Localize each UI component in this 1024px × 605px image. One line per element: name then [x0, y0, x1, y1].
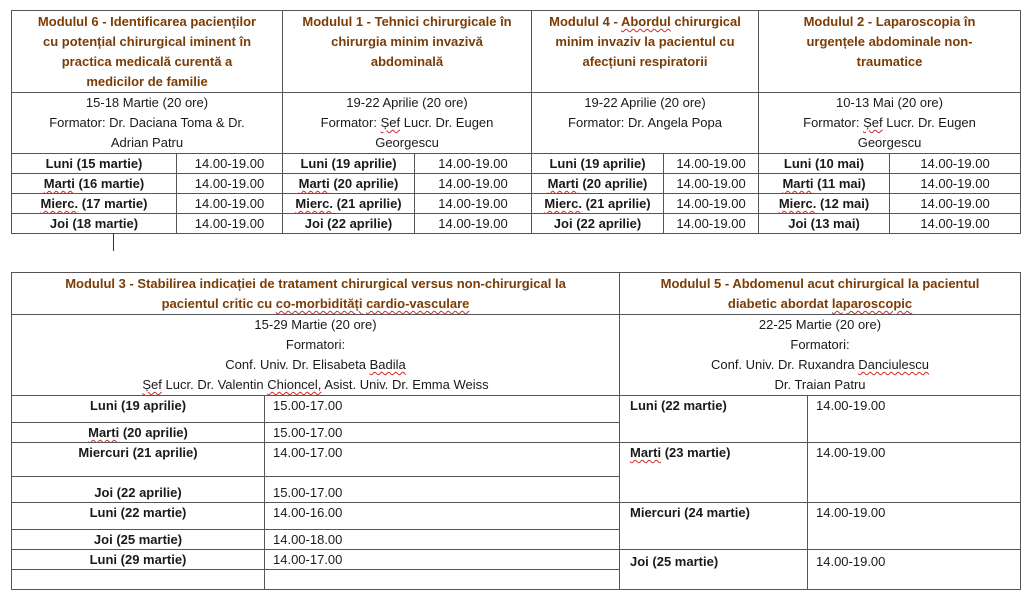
module-1-title: Modulul 1 - Tehnici chirurgicale în chirurgia minim invazivă abdominală	[283, 11, 532, 93]
session-time: 14.00-19.00	[664, 194, 759, 214]
session-time: 14.00-19.00	[415, 154, 532, 174]
session-time: 14.00-19.00	[664, 174, 759, 194]
module-2-title: Modulul 2 - Laparoscopia în urgențele abdominale non- traumatice	[759, 11, 1021, 93]
module-3-info: 15-29 Martie (20 ore) Formatori: Conf. Univ. Dr. Elisabeta Badila Șef Lucr. Dr. Valentin Chioncel, Asist. Univ. Dr. Emma Weiss	[12, 315, 620, 396]
module-2-info: 10-13 Mai (20 ore) Formator: Șef Lucr. Dr. Eugen Georgescu	[759, 93, 1021, 154]
session-time: 14.00-17.00	[265, 550, 620, 570]
session-day: Marti (20 aprilie)	[12, 423, 265, 443]
module-4-info: 19-22 Aprilie (20 ore) Formator: Dr. Angela Popa	[532, 93, 759, 154]
session-time: 14.00-17.00	[265, 443, 620, 477]
session-time: 14.00-19.00	[890, 214, 1021, 234]
session-time: 14.00-18.00	[265, 530, 620, 550]
session-time: 14.00-19.00	[890, 194, 1021, 214]
session-time: 14.00-19.00	[177, 174, 283, 194]
session-day: Marti (20 aprilie)	[283, 174, 415, 194]
session-time: 14.00-19.00	[808, 396, 1021, 443]
module-4-title: Modulul 4 - Abordul chirurgical minim invaziv la pacientul cu afecțiuni respiratorii	[532, 11, 759, 93]
session-time: 14.00-19.00	[808, 503, 1021, 550]
session-time: 14.00-19.00	[177, 214, 283, 234]
session-day: Joi (25 martie)	[620, 550, 808, 590]
session-day: Luni (15 martie)	[12, 154, 177, 174]
module-6-title: Modulul 6 - Identificarea pacienților cu potențial chirurgical iminent în practica medicală curentă a medicilor de familie	[12, 11, 283, 93]
session-day: Luni (22 martie)	[620, 396, 808, 443]
session-day: Marti (11 mai)	[759, 174, 890, 194]
session-day: Joi (22 aprilie)	[283, 214, 415, 234]
session-time: 14.00-16.00	[265, 503, 620, 530]
schedule-table-2	[11, 272, 1021, 590]
session-day: Joi (13 mai)	[759, 214, 890, 234]
session-day: Joi (18 martie)	[12, 214, 177, 234]
session-time: 14.00-19.00	[808, 550, 1021, 590]
session-time: 14.00-19.00	[177, 194, 283, 214]
module-5-info: 22-25 Martie (20 ore) Formatori: Conf. Univ. Dr. Ruxandra Danciulescu Dr. Traian Patru	[620, 315, 1021, 396]
session-day: Luni (22 martie)	[12, 503, 265, 530]
session-time: 14.00-19.00	[808, 443, 1021, 503]
session-day: Luni (29 martie)	[12, 550, 265, 570]
empty-cell	[265, 570, 620, 590]
session-time: 15.00-17.00	[265, 423, 620, 443]
session-time: 15.00-17.00	[265, 477, 620, 503]
session-day: Miercuri (21 aprilie)	[12, 443, 265, 477]
session-day: Marti (23 martie)	[620, 443, 808, 503]
session-day: Mierc. (17 martie)	[12, 194, 177, 214]
session-time: 14.00-19.00	[890, 174, 1021, 194]
session-day: Mierc. (21 aprilie)	[283, 194, 415, 214]
session-day: Luni (19 aprilie)	[283, 154, 415, 174]
session-day: Marti (20 aprilie)	[532, 174, 664, 194]
session-time: 14.00-19.00	[664, 154, 759, 174]
text-cursor	[113, 233, 114, 251]
session-time: 14.00-19.00	[664, 214, 759, 234]
module-3-title: Modulul 3 - Stabilirea indicației de tratament chirurgical versus non-chirurgical la pacientul critic cu co-morbidități cardio-vasculare	[12, 273, 620, 315]
session-day: Joi (25 martie)	[12, 530, 265, 550]
session-time: 14.00-19.00	[415, 214, 532, 234]
session-time: 14.00-19.00	[415, 174, 532, 194]
module-6-info: 15-18 Martie (20 ore) Formator: Dr. Daciana Toma & Dr. Adrian Patru	[12, 93, 283, 154]
session-day: Miercuri (24 martie)	[620, 503, 808, 550]
module-5-title: Modulul 5 - Abdomenul acut chirurgical la pacientul diabetic abordat laparoscopic	[620, 273, 1021, 315]
session-time: 14.00-19.00	[890, 154, 1021, 174]
session-time: 14.00-19.00	[415, 194, 532, 214]
session-day: Marti (16 martie)	[12, 174, 177, 194]
session-day: Mierc. (21 aprilie)	[532, 194, 664, 214]
session-day: Luni (10 mai)	[759, 154, 890, 174]
session-day: Luni (19 aprilie)	[532, 154, 664, 174]
session-day: Joi (22 aprilie)	[12, 477, 265, 503]
session-day: Mierc. (12 mai)	[759, 194, 890, 214]
session-day: Luni (19 aprilie)	[12, 396, 265, 423]
empty-cell	[12, 570, 265, 590]
schedule-table-1	[11, 10, 1021, 234]
session-time: 15.00-17.00	[265, 396, 620, 423]
module-1-info: 19-22 Aprilie (20 ore) Formator: Șef Lucr. Dr. Eugen Georgescu	[283, 93, 532, 154]
session-time: 14.00-19.00	[177, 154, 283, 174]
session-day: Joi (22 aprilie)	[532, 214, 664, 234]
